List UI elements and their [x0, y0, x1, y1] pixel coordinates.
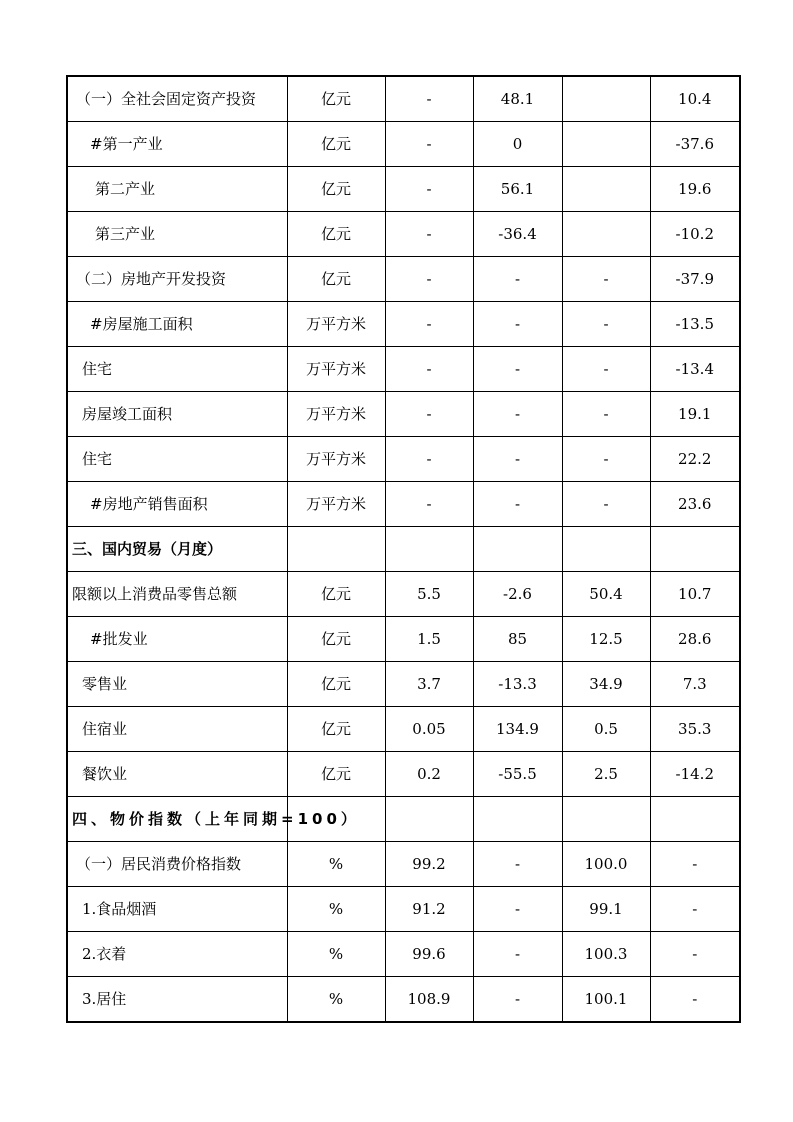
value-cell: - — [562, 257, 650, 302]
unit-cell: 亿元 — [287, 707, 385, 752]
value-cell — [562, 76, 650, 122]
value-cell: 23.6 — [650, 482, 740, 527]
value-cell: 0.2 — [385, 752, 473, 797]
unit-cell: 亿元 — [287, 662, 385, 707]
table-row — [67, 977, 740, 1023]
value-cell — [385, 527, 473, 572]
value-cell: 35.3 — [650, 707, 740, 752]
unit-cell — [287, 527, 385, 572]
value-cell: - — [473, 392, 562, 437]
table-row — [67, 392, 740, 437]
value-cell: -13.3 — [473, 662, 562, 707]
indicator-name: 住宿业 — [67, 707, 287, 752]
value-cell: -55.5 — [473, 752, 562, 797]
value-cell: -10.2 — [650, 212, 740, 257]
section-heading: 四、物价指数（上年同期=100） — [67, 797, 287, 842]
statistics-table — [66, 75, 741, 1023]
table-row — [67, 797, 740, 842]
value-cell: - — [650, 977, 740, 1023]
value-cell: - — [385, 76, 473, 122]
value-cell: - — [562, 347, 650, 392]
table-row — [67, 932, 740, 977]
value-cell: 99.2 — [385, 842, 473, 887]
value-cell: - — [650, 887, 740, 932]
unit-cell: 亿元 — [287, 617, 385, 662]
indicator-name: 餐饮业 — [67, 752, 287, 797]
value-cell: - — [385, 482, 473, 527]
value-cell: 0.5 — [562, 707, 650, 752]
value-cell: 10.4 — [650, 76, 740, 122]
indicator-name: （一）全社会固定资产投资 — [67, 76, 287, 122]
value-cell: - — [385, 347, 473, 392]
unit-cell: 亿元 — [287, 167, 385, 212]
value-cell: 34.9 — [562, 662, 650, 707]
value-cell: 0 — [473, 122, 562, 167]
value-cell: 85 — [473, 617, 562, 662]
value-cell: - — [562, 302, 650, 347]
value-cell: 28.6 — [650, 617, 740, 662]
unit-cell: 万平方米 — [287, 302, 385, 347]
indicator-name: 房屋竣工面积 — [67, 392, 287, 437]
value-cell: 108.9 — [385, 977, 473, 1023]
value-cell: - — [385, 122, 473, 167]
indicator-name: #房屋施工面积 — [67, 302, 287, 347]
value-cell: 50.4 — [562, 572, 650, 617]
value-cell: -2.6 — [473, 572, 562, 617]
value-cell: 19.6 — [650, 167, 740, 212]
value-cell: 7.3 — [650, 662, 740, 707]
value-cell — [473, 527, 562, 572]
value-cell: 2.5 — [562, 752, 650, 797]
unit-cell: 万平方米 — [287, 437, 385, 482]
value-cell — [650, 527, 740, 572]
value-cell: 22.2 — [650, 437, 740, 482]
value-cell: - — [473, 257, 562, 302]
indicator-name: 第三产业 — [67, 212, 287, 257]
value-cell: -13.4 — [650, 347, 740, 392]
table-row — [67, 707, 740, 752]
table-row — [67, 887, 740, 932]
value-cell: - — [650, 842, 740, 887]
indicator-name: （二）房地产开发投资 — [67, 257, 287, 302]
table-body — [67, 76, 740, 1022]
value-cell: 134.9 — [473, 707, 562, 752]
indicator-name: 限额以上消费品零售总额 — [67, 572, 287, 617]
value-cell: -37.9 — [650, 257, 740, 302]
indicator-name: 2.衣着 — [67, 932, 287, 977]
unit-cell: 亿元 — [287, 212, 385, 257]
unit-cell: 亿元 — [287, 257, 385, 302]
value-cell: 56.1 — [473, 167, 562, 212]
value-cell — [562, 122, 650, 167]
indicator-name: 住宅 — [67, 437, 287, 482]
unit-cell: % — [287, 977, 385, 1023]
value-cell: - — [473, 932, 562, 977]
value-cell: -13.5 — [650, 302, 740, 347]
value-cell: 0.05 — [385, 707, 473, 752]
indicator-name: （一）居民消费价格指数 — [67, 842, 287, 887]
value-cell — [562, 797, 650, 842]
indicator-name: 第二产业 — [67, 167, 287, 212]
section-heading: 三、国内贸易（月度） — [67, 527, 287, 572]
value-cell: - — [473, 437, 562, 482]
unit-cell: % — [287, 842, 385, 887]
value-cell: 48.1 — [473, 76, 562, 122]
table-row — [67, 572, 740, 617]
value-cell: -37.6 — [650, 122, 740, 167]
value-cell: 100.1 — [562, 977, 650, 1023]
value-cell — [650, 797, 740, 842]
table-row — [67, 122, 740, 167]
value-cell: 99.1 — [562, 887, 650, 932]
indicator-name: 3.居住 — [67, 977, 287, 1023]
unit-cell: 亿元 — [287, 572, 385, 617]
table-row — [67, 347, 740, 392]
value-cell: 99.6 — [385, 932, 473, 977]
value-cell: - — [473, 977, 562, 1023]
unit-cell: % — [287, 932, 385, 977]
value-cell — [562, 527, 650, 572]
indicator-name: 零售业 — [67, 662, 287, 707]
value-cell: 91.2 — [385, 887, 473, 932]
value-cell: - — [385, 167, 473, 212]
unit-cell: 亿元 — [287, 76, 385, 122]
value-cell: - — [473, 887, 562, 932]
table-row — [67, 482, 740, 527]
indicator-name: #批发业 — [67, 617, 287, 662]
value-cell — [473, 797, 562, 842]
value-cell: 10.7 — [650, 572, 740, 617]
value-cell — [385, 797, 473, 842]
table-row — [67, 437, 740, 482]
value-cell: - — [385, 302, 473, 347]
table-row — [67, 662, 740, 707]
value-cell: -36.4 — [473, 212, 562, 257]
value-cell: - — [562, 437, 650, 482]
unit-cell: 万平方米 — [287, 482, 385, 527]
value-cell: - — [650, 932, 740, 977]
indicator-name: 住宅 — [67, 347, 287, 392]
indicator-name: 1.食品烟酒 — [67, 887, 287, 932]
value-cell: - — [385, 437, 473, 482]
table-row — [67, 842, 740, 887]
value-cell: 100.0 — [562, 842, 650, 887]
value-cell: - — [385, 212, 473, 257]
value-cell: 5.5 — [385, 572, 473, 617]
value-cell: 19.1 — [650, 392, 740, 437]
value-cell: - — [562, 392, 650, 437]
indicator-name: #第一产业 — [67, 122, 287, 167]
table-row — [67, 76, 740, 122]
unit-cell: 亿元 — [287, 122, 385, 167]
table-row — [67, 167, 740, 212]
table-row — [67, 212, 740, 257]
unit-cell: % — [287, 887, 385, 932]
value-cell: - — [473, 842, 562, 887]
unit-cell: 万平方米 — [287, 392, 385, 437]
unit-cell: 万平方米 — [287, 347, 385, 392]
value-cell — [562, 167, 650, 212]
value-cell: - — [473, 302, 562, 347]
table-row — [67, 302, 740, 347]
value-cell: - — [385, 392, 473, 437]
value-cell: 100.3 — [562, 932, 650, 977]
value-cell: - — [473, 347, 562, 392]
value-cell: 12.5 — [562, 617, 650, 662]
value-cell: -14.2 — [650, 752, 740, 797]
value-cell: - — [473, 482, 562, 527]
table-row — [67, 257, 740, 302]
table-row — [67, 527, 740, 572]
value-cell: 3.7 — [385, 662, 473, 707]
unit-cell: 亿元 — [287, 752, 385, 797]
table-row — [67, 617, 740, 662]
value-cell: 1.5 — [385, 617, 473, 662]
value-cell: - — [385, 257, 473, 302]
value-cell — [562, 212, 650, 257]
value-cell: - — [562, 482, 650, 527]
indicator-name: #房地产销售面积 — [67, 482, 287, 527]
table-row — [67, 752, 740, 797]
